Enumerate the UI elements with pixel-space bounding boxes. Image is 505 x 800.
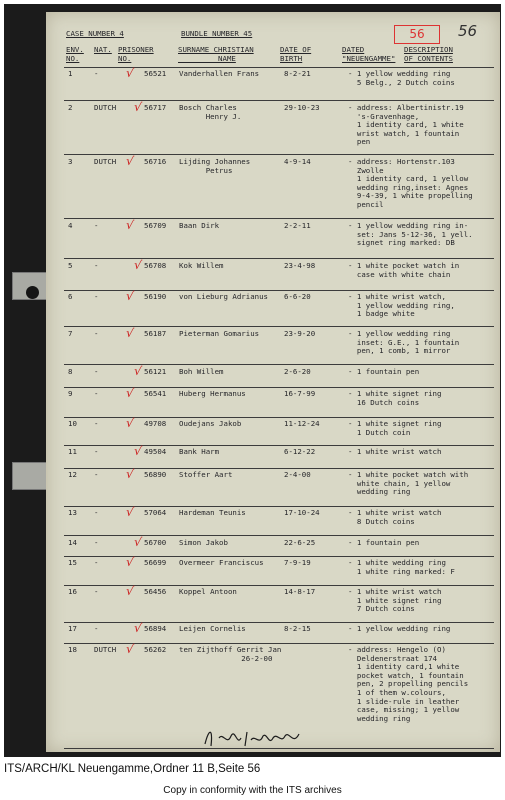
- env-number: 5: [68, 261, 73, 270]
- contents-description: - 1 yellow wedding ring in- set: Jans 5-12-36, 1 yell. signet ring marked: DB: [348, 221, 473, 248]
- env-number: 15: [68, 558, 77, 567]
- birth-date: 17-10-24: [284, 508, 320, 517]
- prisoner-number: 56699: [144, 558, 167, 567]
- birth-date: 8-2-15: [284, 624, 311, 633]
- nationality: -: [94, 329, 99, 338]
- birth-date: 2-2-11: [284, 221, 311, 230]
- prisoner-number: 57064: [144, 508, 167, 517]
- prisoner-name: Baan Dirk: [179, 221, 220, 230]
- prisoner-name: Simon Jakob: [179, 538, 228, 547]
- col-env: ENV. NO.: [66, 45, 84, 63]
- check-mark: √: [133, 257, 143, 273]
- prisoner-number: 56456: [144, 587, 167, 596]
- check-mark: √: [125, 466, 135, 482]
- prisoner-number: 56121: [144, 367, 167, 376]
- contents-description: - 1 yellow wedding ring inset: G.E., 1 fountain pen, 1 comb, 1 mirror: [348, 329, 460, 356]
- prisoner-number: 56894: [144, 624, 167, 633]
- prisoner-number: 56717: [144, 103, 167, 112]
- contents-description: - 1 white wedding ring 1 white ring marked: F: [348, 558, 455, 576]
- nationality: -: [94, 558, 99, 567]
- birth-date: 29-10-23: [284, 103, 320, 112]
- prisoner-number: 56709: [144, 221, 167, 230]
- env-number: 16: [68, 587, 77, 596]
- contents-description: - 1 white wrist watch 8 Dutch coins: [348, 508, 442, 526]
- contents-description: - 1 white pocket watch in case with white chain: [348, 261, 460, 279]
- col-dob: DATE OF BIRTH: [280, 45, 312, 63]
- col-prisoner: PRISONER NO.: [118, 45, 154, 63]
- env-number: 10: [68, 419, 77, 428]
- env-number: 3: [68, 157, 73, 166]
- nationality: -: [94, 538, 99, 547]
- signature: [201, 724, 321, 754]
- prisoner-name: Leijen Cornelis: [179, 624, 246, 633]
- contents-description: - 1 white signet ring 1 Dutch coin: [348, 419, 442, 437]
- handwritten-page-number: 56: [458, 22, 478, 40]
- prisoner-number: 56890: [144, 470, 167, 479]
- birth-date: 2-4-00: [284, 470, 311, 479]
- nationality: -: [94, 261, 99, 270]
- case-number-label: CASE NUMBER 4: [66, 29, 124, 38]
- row-divider: [64, 258, 494, 259]
- nationality: DUTCH: [94, 645, 117, 654]
- contents-description: - 1 yellow wedding ring: [348, 624, 451, 633]
- contents-description: - 1 yellow wedding ring 5 Belg., 2 Dutch coins: [348, 69, 455, 87]
- check-mark: √: [125, 288, 135, 304]
- prisoner-name: Pieterman Gomarius: [179, 329, 260, 338]
- env-number: 17: [68, 624, 77, 633]
- check-mark: √: [133, 620, 143, 636]
- check-mark: √: [125, 325, 135, 341]
- env-number: 11: [68, 447, 77, 456]
- document-page: [46, 12, 500, 752]
- punch-hole: [26, 286, 39, 299]
- check-mark: √: [133, 99, 143, 115]
- prisoner-number: 56708: [144, 261, 167, 270]
- contents-description: - address: Hortenstr.103 Zwolle 1 identity card, 1 yellow wedding ring,inset: Agnes 9-4-39, 1 white propelling pencil: [348, 157, 473, 209]
- prisoner-name: Vanderhallen Frans: [179, 69, 260, 78]
- nationality: -: [94, 447, 99, 456]
- prisoner-name: Bank Harm: [179, 447, 220, 456]
- env-number: 8: [68, 367, 73, 376]
- nationality: -: [94, 419, 99, 428]
- row-divider: [64, 100, 494, 101]
- check-mark: √: [125, 65, 135, 81]
- nationality: -: [94, 508, 99, 517]
- row-divider: [64, 445, 494, 446]
- nationality: -: [94, 389, 99, 398]
- birth-date: 23-4-98: [284, 261, 316, 270]
- prisoner-number: 56716: [144, 157, 167, 166]
- prisoner-number: 56187: [144, 329, 167, 338]
- prisoner-number: 49504: [144, 447, 167, 456]
- env-number: 12: [68, 470, 77, 479]
- contents-description: - address: Hengelo (O) Deldenerstraat 174 1 identity card,1 white pocket watch, 1 fountain pen, 2 propelling pencils 1 of them w.colours, 1 slide-rule in leather case, missing; 1 yellow wedding ring: [348, 645, 469, 723]
- check-mark: √: [125, 415, 135, 431]
- prisoner-name: Stoffer Aart: [179, 470, 233, 479]
- env-number: 9: [68, 389, 73, 398]
- prisoner-number: 56262: [144, 645, 167, 654]
- prisoner-number: 56541: [144, 389, 167, 398]
- birth-date: 4-9-14: [284, 157, 311, 166]
- nationality: -: [94, 292, 99, 301]
- birth-date: 16-7-99: [284, 389, 316, 398]
- prisoner-name: Kok Willem: [179, 261, 224, 270]
- env-number: 2: [68, 103, 73, 112]
- birth-date: 11-12-24: [284, 419, 320, 428]
- check-mark: √: [133, 443, 143, 459]
- check-mark: √: [125, 217, 135, 233]
- birth-date: 6-12-22: [284, 447, 316, 456]
- col-description: DESCRIPTION OF CONTENTS: [404, 45, 453, 63]
- scan-background: [4, 4, 501, 757]
- nationality: -: [94, 69, 99, 78]
- prisoner-name: Bosch Charles Henry J.: [179, 103, 242, 121]
- env-number: 7: [68, 329, 73, 338]
- contents-description: - 1 white signet ring 16 Dutch coins: [348, 389, 442, 407]
- col-name: SURNAME CHRISTIAN NAME: [178, 45, 254, 63]
- contents-description: - 1 white wrist watch: [348, 447, 442, 456]
- prisoner-name: von Lieburg Adrianus: [179, 292, 268, 301]
- bundle-number-label: BUNDLE NUMBER 45: [181, 29, 253, 38]
- env-number: 6: [68, 292, 73, 301]
- birth-date: 6-6-20: [284, 292, 311, 301]
- nationality: -: [94, 367, 99, 376]
- birth-date: 14-8-17: [284, 587, 316, 596]
- nationality: DUTCH: [94, 103, 117, 112]
- birth-date: 2-6-20: [284, 367, 311, 376]
- contents-description: - 1 white pocket watch with white chain, 1 yellow wedding ring: [348, 470, 469, 497]
- contents-description: - 1 fountain pen: [348, 538, 420, 547]
- env-number: 14: [68, 538, 77, 547]
- nationality: -: [94, 221, 99, 230]
- prisoner-name: Koppel Antoon: [179, 587, 237, 596]
- contents-description: - 1 fountain pen: [348, 367, 420, 376]
- prisoner-name: Lijding Johannes Petrus: [179, 157, 251, 175]
- birth-date: 8-2-21: [284, 69, 311, 78]
- row-divider: [64, 622, 494, 623]
- check-mark: √: [125, 385, 135, 401]
- nationality: DUTCH: [94, 157, 117, 166]
- nationality: -: [94, 470, 99, 479]
- prisoner-name: Boh Willem: [179, 367, 224, 376]
- conformity-note: Copy in conformity with the ITS archives: [163, 785, 342, 796]
- birth-date: 23-9-20: [284, 329, 316, 338]
- check-mark: √: [125, 641, 135, 657]
- prisoner-number: 56190: [144, 292, 167, 301]
- contents-description: - address: Albertinistr.19 's-Gravenhage, 1 identity card, 1 white wrist watch, 1 fountain pen: [348, 103, 464, 147]
- check-mark: √: [125, 153, 135, 169]
- nationality: -: [94, 624, 99, 633]
- check-mark: √: [125, 504, 135, 520]
- env-number: 13: [68, 508, 77, 517]
- env-number: 4: [68, 221, 73, 230]
- prisoner-number: 49708: [144, 419, 167, 428]
- archive-reference: ITS/ARCH/KL Neuengamme,Ordner 11 B,Seite 56: [4, 763, 261, 775]
- check-mark: √: [133, 363, 143, 379]
- col-dated: DATED "NEUENGAMME": [342, 45, 396, 63]
- contents-description: - 1 white wrist watch 1 white signet ring 7 Dutch coins: [348, 587, 442, 614]
- signature-image: [201, 724, 321, 750]
- check-mark: √: [125, 554, 135, 570]
- prisoner-name: Hardeman Teunis: [179, 508, 246, 517]
- prisoner-name: Oudejans Jakob: [179, 419, 242, 428]
- page-stamp: 56: [394, 25, 440, 44]
- check-mark: √: [125, 583, 135, 599]
- check-mark: √: [133, 534, 143, 550]
- prisoner-name: Huberg Hermanus: [179, 389, 246, 398]
- env-number: 18: [68, 645, 77, 654]
- prisoner-number: 56700: [144, 538, 167, 547]
- birth-date: 22-6-25: [284, 538, 316, 547]
- prisoner-name: ten Zijthoff Gerrit Jan 26-2-00: [179, 645, 282, 663]
- row-divider: [64, 364, 494, 365]
- birth-date: 7-9-19: [284, 558, 311, 567]
- col-nat: NAT.: [94, 45, 112, 54]
- prisoner-number: 56521: [144, 69, 167, 78]
- nationality: -: [94, 587, 99, 596]
- env-number: 1: [68, 69, 73, 78]
- contents-description: - 1 white wrist watch, 1 yellow wedding ring, 1 badge white: [348, 292, 455, 319]
- row-divider: [64, 535, 494, 536]
- prisoner-name: Overmeer Franciscus: [179, 558, 264, 567]
